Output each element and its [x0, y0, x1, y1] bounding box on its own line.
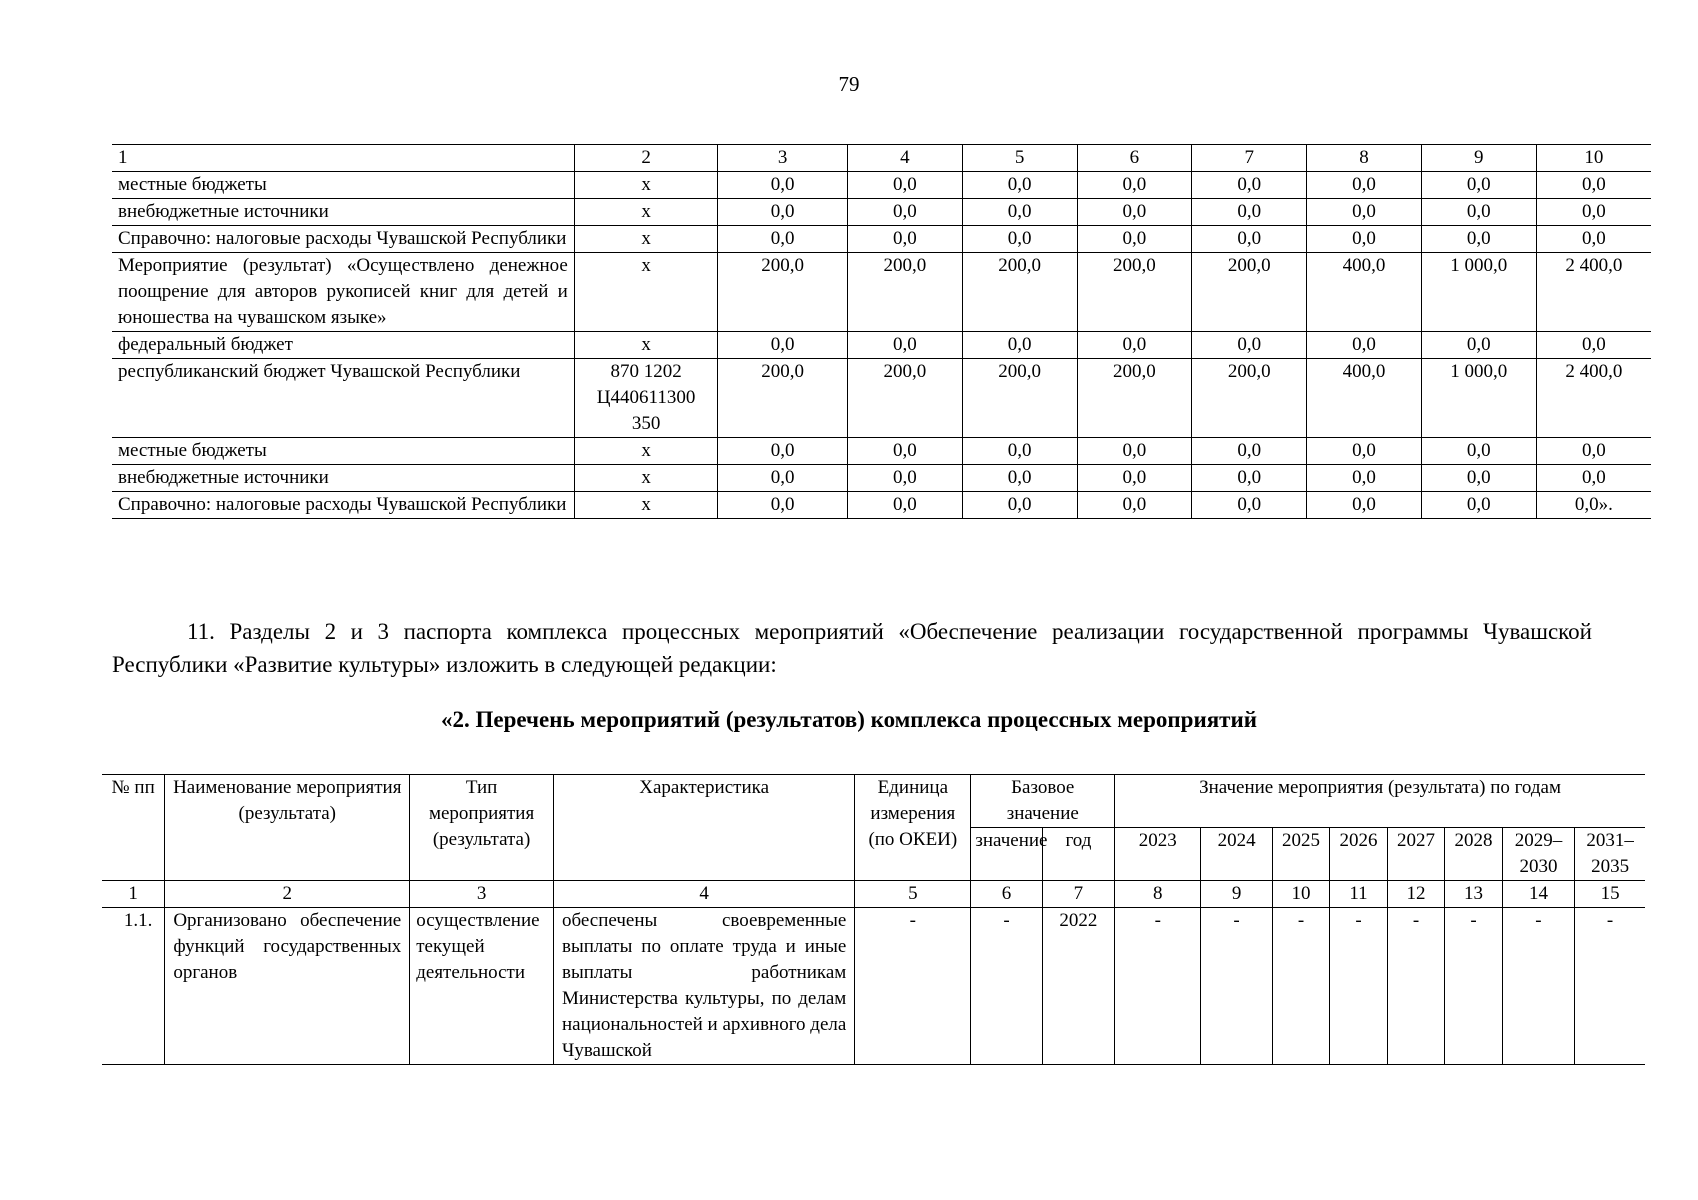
row-name: Справочно: налоговые расходы Чувашской Республики — [112, 226, 574, 253]
row-year-value: - — [1115, 908, 1201, 1065]
row-unit: - — [855, 908, 971, 1065]
row-value: 200,0 — [1192, 359, 1307, 438]
row-code: x — [574, 492, 717, 519]
column-numbers-row — [112, 145, 1651, 172]
column-number: 7 — [1042, 881, 1114, 908]
row-code: x — [574, 226, 717, 253]
column-number: 12 — [1387, 881, 1445, 908]
column-number: 8 — [1307, 145, 1422, 172]
row-value: 0,0 — [1421, 332, 1536, 359]
table-row — [112, 438, 1651, 465]
row-value: 400,0 — [1307, 253, 1422, 332]
column-number: 7 — [1192, 145, 1307, 172]
row-value: 400,0 — [1307, 359, 1422, 438]
row-value: 0,0 — [1307, 199, 1422, 226]
row-value: 0,0 — [1077, 332, 1192, 359]
column-number: 13 — [1445, 881, 1503, 908]
row-value: 0,0 — [847, 199, 962, 226]
row-value: 0,0 — [1536, 226, 1651, 253]
row-value: 200,0 — [962, 253, 1077, 332]
column-number: 10 — [1536, 145, 1651, 172]
row-code: x — [574, 199, 717, 226]
row-value: 0,0 — [1536, 199, 1651, 226]
row-year-value: - — [1387, 908, 1445, 1065]
row-value: 0,0 — [1077, 226, 1192, 253]
row-value: 0,0 — [1421, 226, 1536, 253]
row-value: 0,0 — [1421, 492, 1536, 519]
column-number: 4 — [553, 881, 854, 908]
row-value: 0,0 — [1536, 172, 1651, 199]
row-value: 200,0 — [718, 253, 848, 332]
header-row-1 — [102, 775, 1645, 828]
row-value: 0,0 — [1307, 438, 1422, 465]
row-value: 0,0 — [1192, 465, 1307, 492]
column-number: 14 — [1502, 881, 1574, 908]
row-name: федеральный бюджет — [112, 332, 574, 359]
header-year: 2027 — [1387, 828, 1445, 881]
header-year: 2028 — [1445, 828, 1503, 881]
column-number: 2 — [574, 145, 717, 172]
row-value: 2 400,0 — [1536, 253, 1651, 332]
row-value: 0,0 — [962, 172, 1077, 199]
row-value: 0,0 — [1077, 465, 1192, 492]
column-number: 2 — [165, 881, 410, 908]
row-value: 0,0 — [1421, 465, 1536, 492]
table-row — [112, 172, 1651, 199]
row-value: 0,0 — [962, 199, 1077, 226]
row-year-value: - — [1502, 908, 1574, 1065]
header-num: № пп — [102, 775, 165, 881]
column-number: 10 — [1272, 881, 1330, 908]
row-value: 0,0 — [1307, 172, 1422, 199]
row-name: внебюджетные источники — [112, 199, 574, 226]
table-row — [112, 199, 1651, 226]
row-value: 1 000,0 — [1421, 359, 1536, 438]
column-numbers-row — [102, 881, 1645, 908]
column-number: 9 — [1201, 881, 1272, 908]
row-base-year: 2022 — [1042, 908, 1114, 1065]
column-number: 1 — [102, 881, 165, 908]
row-code: x — [574, 172, 717, 199]
finance-table — [112, 144, 1651, 519]
column-number: 8 — [1115, 881, 1201, 908]
row-code: 870 1202 Ц440611300 350 — [574, 359, 717, 438]
row-name: местные бюджеты — [112, 438, 574, 465]
row-num: 1.1. — [102, 908, 165, 1065]
row-value: 200,0 — [962, 359, 1077, 438]
row-value: 0,0 — [847, 438, 962, 465]
header-unit: Единица измерения (по ОКЕИ) — [855, 775, 971, 881]
row-value: 0,0 — [847, 332, 962, 359]
row-value: 0,0 — [962, 332, 1077, 359]
page-number: 79 — [838, 72, 860, 96]
table-row — [112, 465, 1651, 492]
row-value: 0,0 — [962, 465, 1077, 492]
row-value: 0,0 — [1077, 492, 1192, 519]
column-number: 5 — [962, 145, 1077, 172]
row-year-value: - — [1575, 908, 1645, 1065]
row-characteristic: обеспечены своевременные выплаты по оплате труда и иные выплаты работникам Министерства культуры, по делам национальностей и архивного дела Чувашской — [553, 908, 854, 1065]
column-number: 6 — [971, 881, 1042, 908]
column-number: 6 — [1077, 145, 1192, 172]
table-row — [112, 253, 1651, 332]
row-value: 0,0 — [962, 492, 1077, 519]
row-name: Организовано обеспечение функций государственных органов — [165, 908, 410, 1065]
column-number: 4 — [847, 145, 962, 172]
row-name: внебюджетные источники — [112, 465, 574, 492]
header-by-years: Значение мероприятия (результата) по годам — [1115, 775, 1645, 828]
row-value: 200,0 — [847, 359, 962, 438]
row-value: 0,0 — [718, 332, 848, 359]
row-value: 0,0 — [1077, 438, 1192, 465]
row-value: 0,0 — [847, 172, 962, 199]
row-value: 0,0 — [962, 226, 1077, 253]
column-number: 11 — [1330, 881, 1388, 908]
row-name: Справочно: налоговые расходы Чувашской Республики — [112, 492, 574, 519]
measures-table — [102, 774, 1645, 1065]
header-characteristic: Характеристика — [553, 775, 854, 881]
row-value: 0,0 — [847, 465, 962, 492]
header-year: 2025 — [1272, 828, 1330, 881]
row-value: 2 400,0 — [1536, 359, 1651, 438]
row-value: 0,0 — [1192, 172, 1307, 199]
row-value: 0,0 — [1307, 226, 1422, 253]
row-value: 0,0 — [1421, 438, 1536, 465]
row-value: 0,0 — [962, 438, 1077, 465]
row-value: 200,0 — [718, 359, 848, 438]
header-year: 2023 — [1115, 828, 1201, 881]
row-value: 0,0». — [1536, 492, 1651, 519]
row-value: 0,0 — [1192, 492, 1307, 519]
table-row — [102, 908, 1645, 1065]
header-type: Тип мероприятия (результата) — [410, 775, 554, 881]
row-value: 0,0 — [1192, 438, 1307, 465]
row-type: осуществление текущей деятельности — [410, 908, 554, 1065]
row-value: 0,0 — [1192, 226, 1307, 253]
header-base-value: значение — [971, 828, 1042, 881]
row-value: 0,0 — [718, 226, 848, 253]
column-number: 3 — [410, 881, 554, 908]
row-value: 0,0 — [1421, 172, 1536, 199]
row-code: x — [574, 465, 717, 492]
column-number: 1 — [112, 145, 574, 172]
table-row — [112, 492, 1651, 519]
row-value: 0,0 — [1077, 172, 1192, 199]
table-row — [112, 359, 1651, 438]
row-value: 0,0 — [1307, 492, 1422, 519]
header-year: 2031–2035 — [1575, 828, 1645, 881]
table-row — [112, 226, 1651, 253]
header-base: Базовое значение — [971, 775, 1115, 828]
column-number: 5 — [855, 881, 971, 908]
column-number: 15 — [1575, 881, 1645, 908]
row-value: 200,0 — [1077, 359, 1192, 438]
row-value: 0,0 — [1192, 199, 1307, 226]
row-value: 0,0 — [1307, 465, 1422, 492]
header-year: 2029–2030 — [1502, 828, 1574, 881]
row-code: x — [574, 332, 717, 359]
row-value: 200,0 — [1192, 253, 1307, 332]
row-value: 0,0 — [847, 226, 962, 253]
section-title: «2. Перечень мероприятий (результатов) комплекса процессных мероприятий — [441, 707, 1257, 732]
table-row — [112, 332, 1651, 359]
row-value: 0,0 — [1536, 465, 1651, 492]
column-number: 3 — [718, 145, 848, 172]
row-year-value: - — [1272, 908, 1330, 1065]
header-year: 2024 — [1201, 828, 1272, 881]
row-code: x — [574, 253, 717, 332]
column-number: 9 — [1421, 145, 1536, 172]
header-base-year: год — [1042, 828, 1114, 881]
row-value: 200,0 — [847, 253, 962, 332]
row-value: 0,0 — [847, 492, 962, 519]
row-value: 0,0 — [718, 199, 848, 226]
row-base-value: - — [971, 908, 1042, 1065]
row-value: 0,0 — [1307, 332, 1422, 359]
row-value: 0,0 — [1421, 199, 1536, 226]
row-value: 200,0 — [1077, 253, 1192, 332]
row-year-value: - — [1445, 908, 1503, 1065]
row-name: Мероприятие (результат) «Осуществлено денежное поощрение для авторов рукописей книг для детей и юношества на чувашском языке» — [112, 253, 574, 332]
header-name: Наименование мероприятия (результата) — [165, 775, 410, 881]
header-year: 2026 — [1330, 828, 1388, 881]
row-value: 0,0 — [718, 465, 848, 492]
row-code: x — [574, 438, 717, 465]
row-value: 0,0 — [718, 438, 848, 465]
row-value: 0,0 — [1192, 332, 1307, 359]
instruction-paragraph: 11. Разделы 2 и 3 паспорта комплекса процессных мероприятий «Обеспечение реализации государственной программы Чувашской Республики «Развитие культуры» изложить в следующей редакции: — [112, 619, 1592, 677]
row-name: республиканский бюджет Чувашской Республики — [112, 359, 574, 438]
row-value: 0,0 — [1536, 438, 1651, 465]
row-value: 0,0 — [718, 492, 848, 519]
row-name: местные бюджеты — [112, 172, 574, 199]
row-year-value: - — [1330, 908, 1388, 1065]
row-year-value: - — [1201, 908, 1272, 1065]
row-value: 0,0 — [1077, 199, 1192, 226]
row-value: 0,0 — [1536, 332, 1651, 359]
row-value: 1 000,0 — [1421, 253, 1536, 332]
row-value: 0,0 — [718, 172, 848, 199]
